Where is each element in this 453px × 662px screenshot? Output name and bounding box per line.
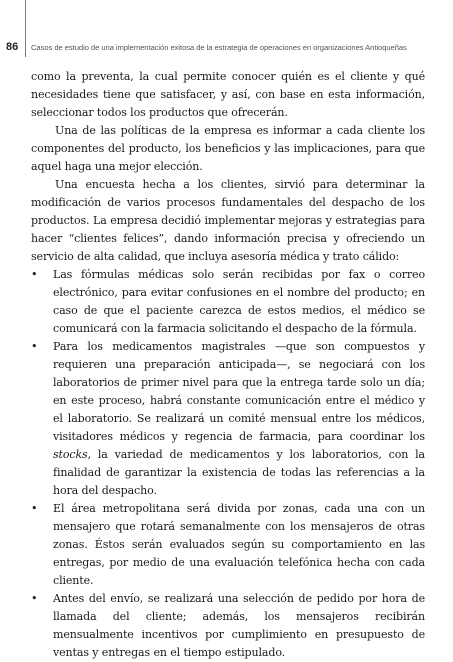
header-divider bbox=[25, 0, 26, 57]
bullet-marker: • bbox=[31, 592, 38, 605]
list-item bbox=[31, 338, 425, 500]
running-title: Casos de estudio de una implementación exitosa de la estrategia de operaciones en organizaciones Antioqueñas bbox=[31, 43, 407, 52]
paragraph-policy: Una de las políticas de la empresa es informar a cada cliente los componentes del producto, los beneficios y las implicaciones, para que aquel haga una mejor elección. bbox=[31, 124, 425, 173]
page-body bbox=[31, 68, 425, 662]
list-item-text: El área metropolitana será divida por zonas, cada una con un mensajero que rotará semanalmente con los mensajeros de otras zonas. Éstos serán evaluados según su comportamiento en las entregas, por medio de una evaluación telefónica hecha con cada cliente. bbox=[53, 502, 425, 587]
list-item-text: Antes del envío, se realizará una selección de pedido por hora de llamada del cliente; además, los mensajeros recibirán mensualmente incentivos por cumplimiento en presupuesto de ventas y entregas en el tiempo estipulado. bbox=[53, 592, 425, 659]
paragraph-continuation: como la preventa, la cual permite conocer quién es el cliente y qué necesidades tiene que satisfacer, y así, con base en esta información, seleccionar todos los productos que ofrecerán. bbox=[31, 70, 425, 119]
list-item-text: Las fórmulas médicas solo serán recibidas por fax o correo electrónico, para evitar confusiones en el nombre del producto; en caso de que el paciente carezca de estos medios, el médico se comunicará con la farmacia solicitando el despacho de la fórmula. bbox=[53, 268, 425, 335]
bullet-marker: • bbox=[31, 268, 38, 281]
bullet-marker: • bbox=[31, 502, 38, 515]
paragraph-survey: Una encuesta hecha a los clientes, sirvió para determinar la modificación de varios procesos fundamentales del despacho de los productos. La empresa decidió implementar mejoras y estrategias para hacer “clientes felices”, dando información precisa y ofreciendo un servicio de alta calidad, que incluya asesoría médica y trato cálido: bbox=[31, 178, 425, 263]
list-item bbox=[31, 266, 425, 338]
page-number: 86 bbox=[6, 41, 19, 53]
list-item bbox=[31, 500, 425, 590]
page-header bbox=[0, 40, 453, 56]
list-item bbox=[31, 590, 425, 662]
list-item-text-part: , la variedad de medicamentos y los laboratorios, con la finalidad de garantizar la existencia de todas las referencias a la hora del despacho. bbox=[53, 448, 425, 497]
strategy-list bbox=[31, 266, 425, 662]
list-item-text bbox=[53, 340, 425, 497]
bullet-marker: • bbox=[31, 340, 38, 353]
list-item-text-part: Para los medicamentos magistrales —que son compuestos y requieren una preparación anticipada—, se negociará con los laboratorios de primer nivel para que la entrega tarde solo un día; en este proceso, habrá constante comunicación entre el médico y el laboratorio. Se realizará un comité mensual entre los médicos, visitadores médicos y regencia de farmacia, para coordinar los bbox=[53, 340, 425, 443]
emphasized-term: stocks bbox=[53, 448, 88, 461]
